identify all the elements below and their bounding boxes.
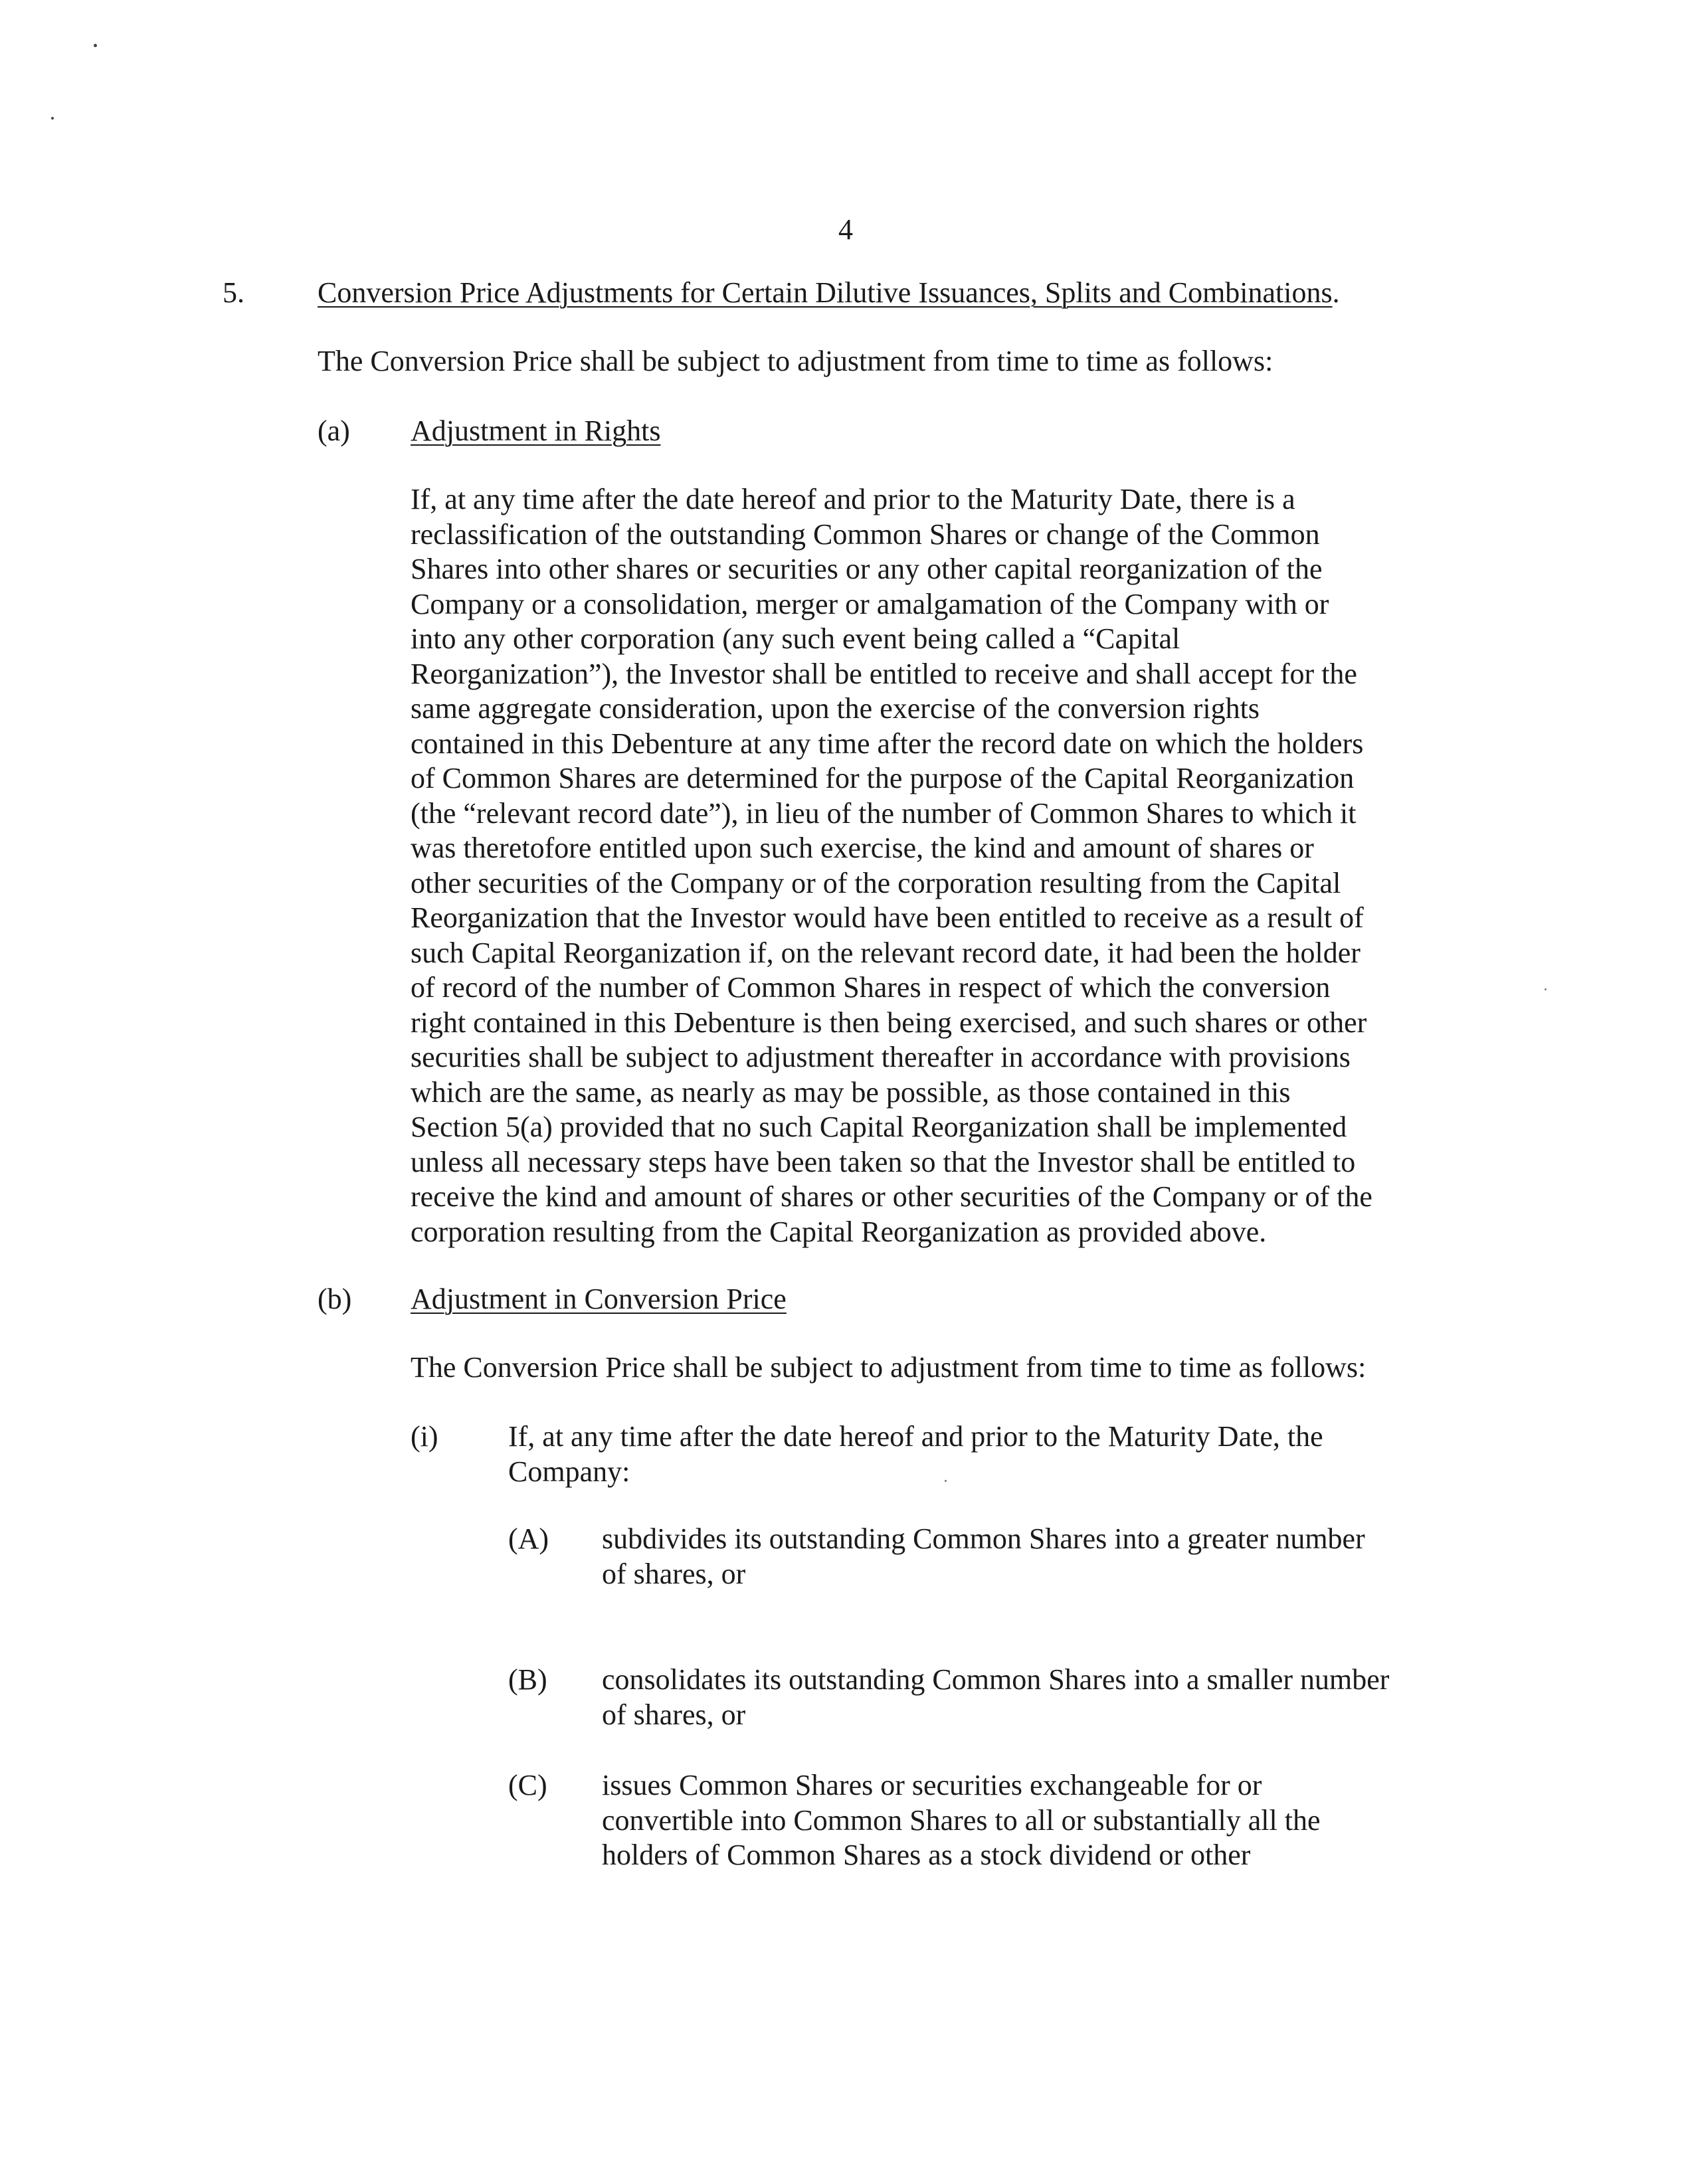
item-i-label: (i)	[411, 1420, 438, 1453]
body-line: subdivides its outstanding Common Shares into a greater number	[602, 1522, 1365, 1555]
body-line: consolidates its outstanding Common Shares into a smaller number	[602, 1663, 1390, 1696]
body-line: unless all necessary steps have been taken so that the Investor shall be entitled to	[411, 1145, 1356, 1178]
body-line: (the “relevant record date”), in lieu of the number of Common Shares to which it	[411, 796, 1357, 830]
body-line: Shares into other shares or securities or any other capital reorganization of the	[411, 553, 1323, 585]
body-line: Section 5(a) provided that no such Capital Reorganization shall be implemented	[411, 1111, 1347, 1143]
body-line: of Common Shares are determined for the purpose of the Capital Reorganization	[411, 762, 1355, 794]
item-i-text	[508, 1419, 1323, 1489]
sub-a-heading: Adjustment in Rights	[411, 414, 661, 447]
body-line: Company:	[508, 1455, 630, 1488]
scan-speck	[1545, 988, 1547, 990]
body-line: Company or a consolidation, merger or amalgamation of the Company with or	[411, 587, 1329, 620]
body-line: of shares, or	[602, 1698, 746, 1731]
body-line: securities shall be subject to adjustment thereafter in accordance with provisions	[411, 1041, 1351, 1073]
section-intro: The Conversion Price shall be subject to adjustment from time to time as follows:	[318, 345, 1273, 377]
scan-speck	[51, 117, 54, 120]
body-line: was theretofore entitled upon such exercise, the kind and amount of shares or	[411, 832, 1314, 864]
item-A-text	[602, 1522, 1365, 1592]
body-line: Reorganization”), the Investor shall be entitled to receive and shall accept for the	[411, 657, 1357, 690]
section-heading-period: .	[1332, 276, 1340, 309]
sub-a-body	[411, 482, 1372, 1249]
item-B-text	[602, 1663, 1389, 1732]
item-C-label: (C)	[508, 1769, 547, 1801]
body-line: other securities of the Company or of the corporation resulting from the Capital	[411, 866, 1341, 899]
body-line: such Capital Reorganization if, on the relevant record date, it had been the holder	[411, 936, 1361, 969]
page-number: 4	[838, 213, 853, 246]
body-line: Reorganization that the Investor would have been entitled to receive as a result of	[411, 901, 1364, 934]
body-line: If, at any time after the date hereof and prior to the Maturity Date, there is a	[411, 483, 1295, 515]
body-line: same aggregate consideration, upon the exercise of the conversion rights	[411, 692, 1260, 725]
sub-a-label: (a)	[318, 414, 350, 447]
body-line: issues Common Shares or securities exchangeable for or	[602, 1769, 1262, 1801]
body-line: of record of the number of Common Shares in respect of which the conversion	[411, 971, 1331, 1004]
item-C-text	[602, 1768, 1320, 1873]
section-number: 5.	[223, 276, 244, 309]
item-B-label: (B)	[508, 1663, 547, 1696]
item-A-label: (A)	[508, 1522, 549, 1555]
body-line: receive the kind and amount of shares or other securities of the Company or of the	[411, 1180, 1372, 1213]
body-line: contained in this Debenture at any time after the record date on which the holders	[411, 727, 1364, 760]
body-line: If, at any time after the date hereof and prior to the Maturity Date, the	[508, 1420, 1323, 1453]
sub-b-label: (b)	[318, 1283, 352, 1315]
section-heading	[318, 276, 1340, 311]
section-heading-text: Conversion Price Adjustments for Certain Dilutive Issuances, Splits and Combinations	[318, 276, 1333, 309]
body-line: corporation resulting from the Capital Reorganization as provided above.	[411, 1215, 1267, 1248]
body-line: right contained in this Debenture is then being exercised, and such shares or other	[411, 1006, 1367, 1039]
sub-b-intro: The Conversion Price shall be subject to adjustment from time to time as follows:	[411, 1351, 1366, 1384]
body-line: holders of Common Shares as a stock dividend or other	[602, 1839, 1251, 1871]
sub-b-heading: Adjustment in Conversion Price	[411, 1283, 787, 1315]
body-line: convertible into Common Shares to all or substantially all the	[602, 1803, 1321, 1837]
body-line: of shares, or	[602, 1557, 746, 1590]
body-line: into any other corporation (any such event being called a “Capital	[411, 622, 1180, 655]
body-line: which are the same, as nearly as may be possible, as those contained in this	[411, 1075, 1291, 1109]
scan-speck	[94, 44, 97, 47]
body-line: reclassification of the outstanding Common Shares or change of the Common	[411, 517, 1320, 551]
